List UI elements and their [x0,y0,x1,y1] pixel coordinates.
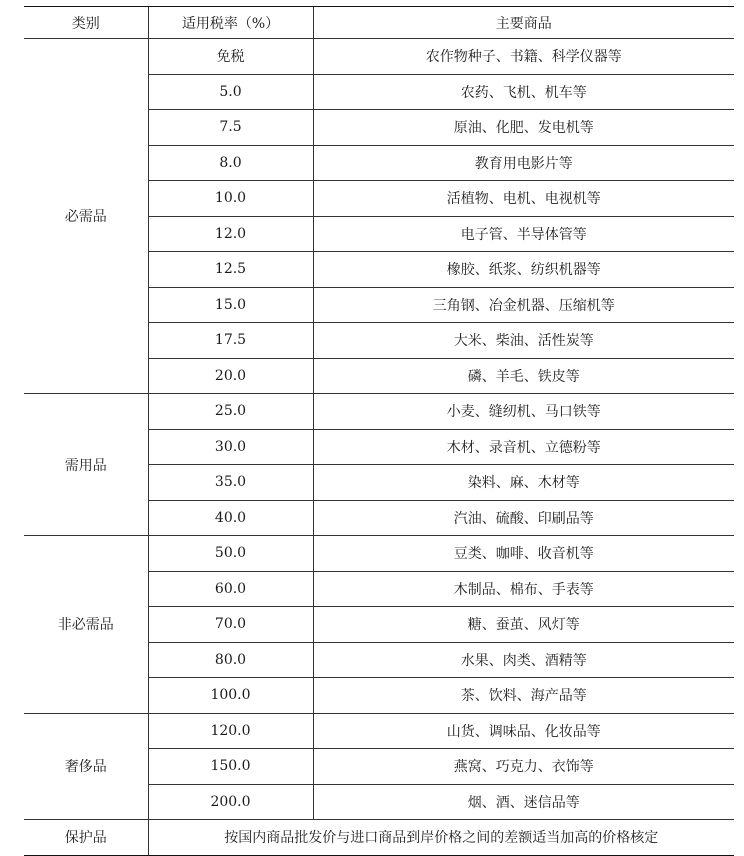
rate-cell: 200.0 [148,784,313,820]
goods-cell: 电子管、半导体管等 [313,216,734,252]
tariff-table [24,6,734,856]
rate-cell: 10.0 [148,181,313,217]
goods-cell: 染料、麻、木材等 [313,465,734,501]
goods-cell: 原油、化肥、发电机等 [313,110,734,146]
category-cell: 保护品 [24,820,148,856]
category-cell: 奢侈品 [24,713,148,820]
goods-cell: 农药、飞机、机车等 [313,74,734,110]
goods-cell: 教育用电影片等 [313,145,734,181]
rate-cell: 25.0 [148,394,313,430]
rate-cell: 70.0 [148,607,313,643]
rate-cell: 80.0 [148,642,313,678]
rate-cell: 免税 [148,39,313,75]
goods-cell: 磷、羊毛、铁皮等 [313,358,734,394]
rate-cell: 120.0 [148,713,313,749]
rate-cell: 40.0 [148,500,313,536]
category-cell: 非必需品 [24,536,148,714]
goods-cell: 橡胶、纸浆、纺织机器等 [313,252,734,288]
goods-cell: 燕窝、巧克力、衣饰等 [313,749,734,785]
rate-cell: 12.0 [148,216,313,252]
rate-cell: 5.0 [148,74,313,110]
goods-cell: 农作物种子、书籍、科学仪器等 [313,39,734,75]
rate-cell: 35.0 [148,465,313,501]
tariff-table-container [24,6,734,856]
rate-cell: 7.5 [148,110,313,146]
rate-cell: 30.0 [148,429,313,465]
table-body [24,39,734,856]
protective-note: 按国内商品批发价与进口商品到岸价格之间的差额适当加高的价格核定 [148,820,734,856]
table-row [24,713,734,749]
rate-cell: 150.0 [148,749,313,785]
table-row [24,39,734,75]
goods-cell: 大米、柴油、活性炭等 [313,323,734,359]
rate-cell: 17.5 [148,323,313,359]
rate-cell: 15.0 [148,287,313,323]
category-cell: 必需品 [24,39,148,394]
table-row [24,394,734,430]
rate-cell: 60.0 [148,571,313,607]
goods-cell: 汽油、硫酸、印刷品等 [313,500,734,536]
goods-cell: 水果、肉类、酒精等 [313,642,734,678]
goods-cell: 糖、蚕茧、风灯等 [313,607,734,643]
table-header-row [24,7,734,39]
category-cell: 需用品 [24,394,148,536]
rate-cell: 20.0 [148,358,313,394]
goods-cell: 木制品、棉布、手表等 [313,571,734,607]
header-category: 类别 [24,7,148,39]
goods-cell: 活植物、电机、电视机等 [313,181,734,217]
table-row [24,536,734,572]
rate-cell: 50.0 [148,536,313,572]
goods-cell: 豆类、咖啡、收音机等 [313,536,734,572]
header-rate: 适用税率（%） [148,7,313,39]
rate-cell: 12.5 [148,252,313,288]
header-goods: 主要商品 [313,7,734,39]
goods-cell: 山货、调味品、化妆品等 [313,713,734,749]
goods-cell: 木材、录音机、立德粉等 [313,429,734,465]
goods-cell: 烟、酒、迷信品等 [313,784,734,820]
protective-row [24,820,734,856]
goods-cell: 小麦、缝纫机、马口铁等 [313,394,734,430]
goods-cell: 茶、饮料、海产品等 [313,678,734,714]
goods-cell: 三角钢、冶金机器、压缩机等 [313,287,734,323]
rate-cell: 8.0 [148,145,313,181]
rate-cell: 100.0 [148,678,313,714]
